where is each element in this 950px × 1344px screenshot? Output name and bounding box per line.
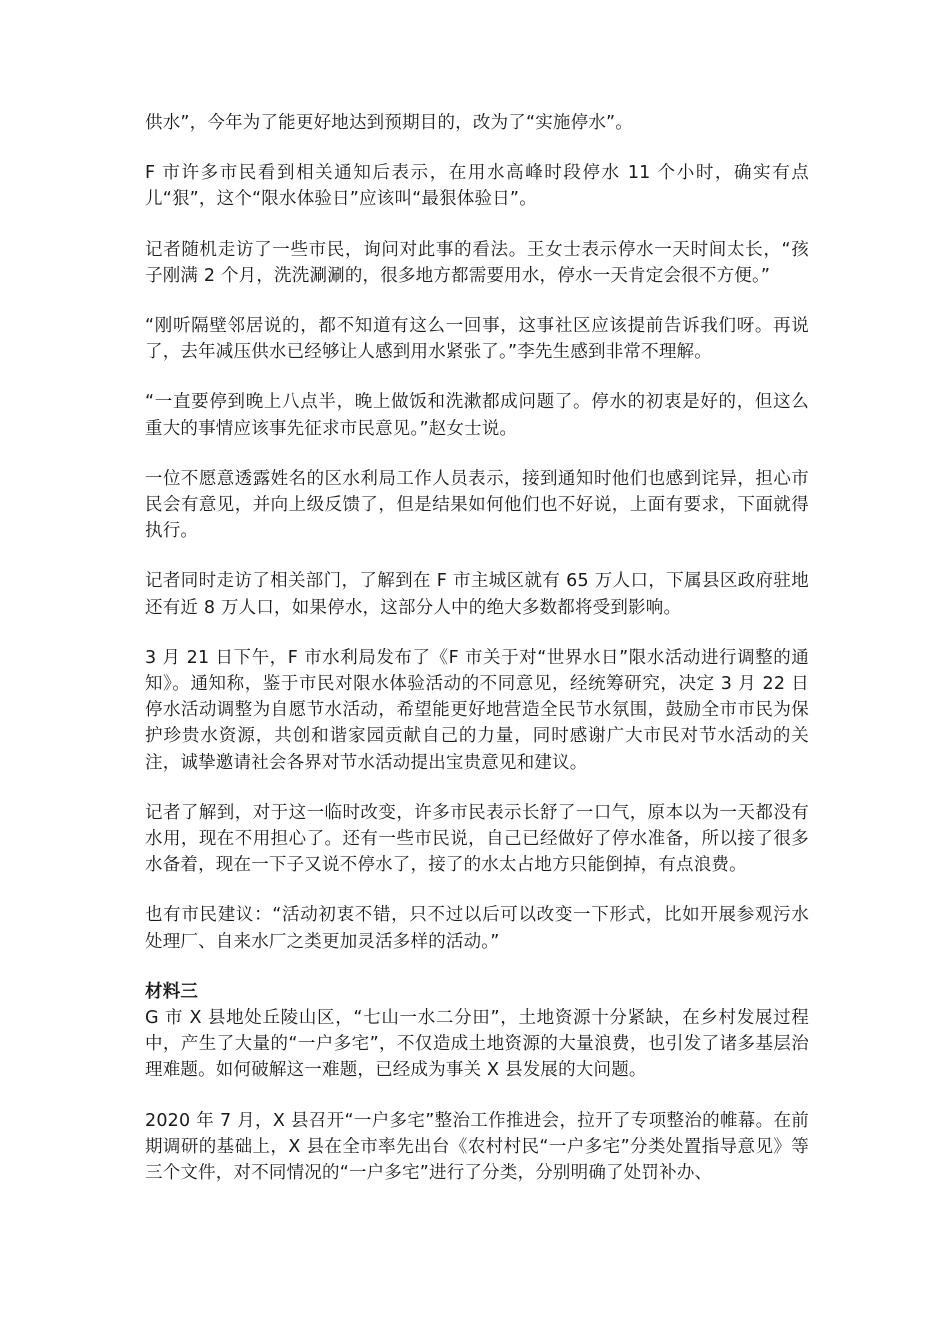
paragraph: 也有市民建议：“活动初衷不错，只不过以后可以改变一下形式，比如开展参观污水处理厂、自来水厂之类更加灵活多样的活动。”: [145, 905, 809, 952]
paragraph: 供水”，今年为了能更好地达到预期目的，改为了“实施停水”。: [145, 113, 633, 133]
document-body: [145, 110, 809, 1186]
paragraph: 记者了解到，对于这一临时改变，许多市民表示长舒了一口气，原本以为一天都没有水用，现在不用担心了。还有一些市民说，自己已经做好了停水准备，所以接了很多水备着，现在一下子又说不停水了，接了的水太占地方只能倒掉，有点浪费。: [145, 802, 809, 876]
paragraph: F 市许多市民看到相关通知后表示，在用水高峰时段停水 11 个小时，确实有点儿“狠”，这个“限水体验日”应该叫“最狠体验日”。: [145, 163, 809, 210]
section-paragraph: 2020 年 7 月，X 县召开“一户多宅”整治工作推进会，拉开了专项整治的帷幕。在前期调研的基础上，X 县在全市率先出台《农村村民“一户多宅”分类处置指导意见》等三个文件，对不同情况的“一户多宅”进行了分类，分别明确了处罚补办、: [145, 1110, 809, 1184]
paragraph: 一位不愿意透露姓名的区水利局工作人员表示，接到通知时他们也感到诧异，担心市民会有意见，并向上级反馈了，但是结果如何他们也不好说，上面有要求，下面就得执行。: [145, 468, 809, 542]
section-paragraph: G 市 X 县地处丘陵山区，“七山一水二分田”，土地资源十分紧缺，在乡村发展过程中，产生了大量的“一户多宅”，不仅造成土地资源的大量浪费，也引发了诸多基层治理难题。如何破解这一难题，已经成为事关 X 县发展的大问题。: [145, 1008, 809, 1081]
paragraph: 记者随机走访了一些市民，询问对此事的看法。王女士表示停水一天时间太长，“孩子刚满 2 个月，洗洗涮涮的，很多地方都需要用水，停水一天肯定会很不方便。”: [145, 239, 809, 286]
section-heading: 材料三: [145, 981, 199, 1002]
paragraph: 3 月 21 日下午，F 市水利局发布了《F 市关于对“世界水日”限水活动进行调整的通知》。通知称，鉴于市民对限水体验活动的不同意见，经统筹研究，决定 3 月 22 日停水活动调整为自愿节水活动，希望能更好地营造全民节水氛围，鼓励全市市民为保护珍贵水资源，共创和谐家园贡献自己的力量，同时感谢广大市民对节水活动的关注，诚挚邀请社会各界对节水活动提出宝贵意见和建议。: [145, 647, 809, 773]
paragraph: “一直要停到晚上八点半，晚上做饭和洗漱都成问题了。停水的初衷是好的，但这么重大的事情应该事先征求市民意见。”赵女士说。: [145, 392, 809, 439]
paragraph: 记者同时走访了相关部门，了解到在 F 市主城区就有 65 万人口，下属县区政府驻地还有近 8 万人口，如果停水，这部分人中的绝大多数都将受到影响。: [145, 571, 809, 618]
paragraph: “刚听隔壁邻居说的，都不知道有这么一回事，这事社区应该提前告诉我们呀。再说了，去年减压供水已经够让人感到用水紧张了。”李先生感到非常不理解。: [145, 316, 809, 363]
